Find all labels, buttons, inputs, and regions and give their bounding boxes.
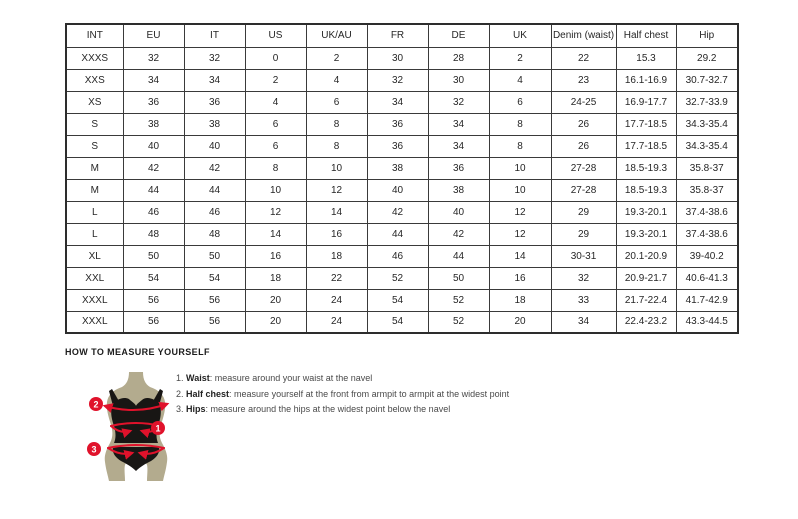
column-header: EU	[123, 24, 184, 47]
size-value-cell: 8	[489, 113, 551, 135]
size-value-cell: 17.7-18.5	[616, 135, 676, 157]
size-value-cell: 42	[184, 157, 245, 179]
size-value-cell: 29.2	[676, 47, 738, 69]
size-value-cell: 16	[245, 245, 306, 267]
header-row	[66, 24, 738, 47]
size-value-cell: 34.3-35.4	[676, 135, 738, 157]
size-label-cell: S	[66, 135, 123, 157]
size-value-cell: 18.5-19.3	[616, 157, 676, 179]
size-value-cell: 44	[123, 179, 184, 201]
size-label-cell: XS	[66, 91, 123, 113]
size-value-cell: 27-28	[551, 157, 616, 179]
size-value-cell: 16	[306, 223, 367, 245]
size-value-cell: 34	[551, 311, 616, 333]
size-value-cell: 27-28	[551, 179, 616, 201]
size-value-cell: 44	[428, 245, 489, 267]
size-value-cell: 29	[551, 223, 616, 245]
size-label-cell: S	[66, 113, 123, 135]
column-header: Hip	[676, 24, 738, 47]
size-value-cell: 34	[367, 91, 428, 113]
size-value-cell: 32	[428, 91, 489, 113]
size-value-cell: 12	[245, 201, 306, 223]
size-value-cell: 8	[306, 135, 367, 157]
step-label: Hips	[186, 404, 206, 414]
size-value-cell: 0	[245, 47, 306, 69]
size-value-cell: 30-31	[551, 245, 616, 267]
size-value-cell: 48	[123, 223, 184, 245]
size-value-cell: 40.6-41.3	[676, 267, 738, 289]
table-row	[66, 179, 738, 201]
size-value-cell: 37.4-38.6	[676, 201, 738, 223]
size-value-cell: 6	[489, 91, 551, 113]
size-value-cell: 23	[551, 69, 616, 91]
size-value-cell: 22	[306, 267, 367, 289]
size-value-cell: 36	[123, 91, 184, 113]
size-value-cell: 18	[489, 289, 551, 311]
size-value-cell: 39-40.2	[676, 245, 738, 267]
size-value-cell: 32	[123, 47, 184, 69]
size-value-cell: 46	[123, 201, 184, 223]
size-value-cell: 38	[123, 113, 184, 135]
size-table-header	[66, 24, 738, 47]
size-value-cell: 26	[551, 113, 616, 135]
size-value-cell: 42	[367, 201, 428, 223]
size-value-cell: 10	[306, 157, 367, 179]
size-label-cell: L	[66, 223, 123, 245]
step-text: : measure yourself at the front from armpit to armpit at the widest point	[229, 388, 510, 399]
size-value-cell: 18.5-19.3	[616, 179, 676, 201]
size-value-cell: 54	[367, 289, 428, 311]
table-row	[66, 289, 738, 311]
size-value-cell: 44	[367, 223, 428, 245]
size-value-cell: 34	[184, 69, 245, 91]
step-text: : measure around the hips at the widest point below the navel	[205, 404, 451, 414]
size-label-cell: XXL	[66, 267, 123, 289]
size-value-cell: 43.3-44.5	[676, 311, 738, 333]
size-value-cell: 33	[551, 289, 616, 311]
size-value-cell: 40	[123, 135, 184, 157]
size-value-cell: 24-25	[551, 91, 616, 113]
size-value-cell: 8	[489, 135, 551, 157]
size-value-cell: 6	[245, 135, 306, 157]
size-value-cell: 10	[489, 179, 551, 201]
size-value-cell: 37.4-38.6	[676, 223, 738, 245]
size-value-cell: 56	[184, 311, 245, 333]
size-table-body	[66, 47, 738, 333]
measurement-figure	[84, 372, 188, 484]
step-number: 2.	[176, 388, 184, 399]
size-value-cell: 12	[489, 201, 551, 223]
size-value-cell: 8	[306, 113, 367, 135]
size-value-cell: 20.1-20.9	[616, 245, 676, 267]
measure-step-hips	[176, 402, 509, 418]
size-value-cell: 34	[428, 113, 489, 135]
column-header: INT	[66, 24, 123, 47]
size-value-cell: 2	[489, 47, 551, 69]
size-value-cell: 10	[245, 179, 306, 201]
column-header: UK/AU	[306, 24, 367, 47]
size-value-cell: 52	[428, 289, 489, 311]
size-value-cell: 35.8-37	[676, 179, 738, 201]
mannequin-illustration-icon	[84, 372, 188, 484]
size-value-cell: 40	[367, 179, 428, 201]
size-value-cell: 48	[184, 223, 245, 245]
table-row	[66, 311, 738, 333]
size-value-cell: 36	[367, 113, 428, 135]
step-label: Waist	[186, 373, 210, 383]
size-value-cell: 24	[306, 311, 367, 333]
size-value-cell: 32.7-33.9	[676, 91, 738, 113]
column-header: DE	[428, 24, 489, 47]
size-value-cell: 40	[428, 201, 489, 223]
size-label-cell: XXS	[66, 69, 123, 91]
size-value-cell: 4	[306, 69, 367, 91]
size-value-cell: 20.9-21.7	[616, 267, 676, 289]
size-value-cell: 6	[245, 113, 306, 135]
size-value-cell: 38	[428, 179, 489, 201]
size-value-cell: 16.9-17.7	[616, 91, 676, 113]
badge-waist-number: 1	[155, 423, 161, 434]
size-value-cell: 32	[184, 47, 245, 69]
table-row	[66, 135, 738, 157]
measure-instructions	[176, 371, 509, 418]
step-label: Half chest	[186, 388, 230, 399]
size-label-cell: XXXS	[66, 47, 123, 69]
size-value-cell: 20	[245, 311, 306, 333]
measure-step-half-chest	[176, 387, 509, 403]
size-value-cell: 32	[367, 69, 428, 91]
size-label-cell: XL	[66, 245, 123, 267]
size-value-cell: 42	[428, 223, 489, 245]
size-value-cell: 18	[306, 245, 367, 267]
size-value-cell: 34	[428, 135, 489, 157]
size-value-cell: 8	[245, 157, 306, 179]
column-header: Denim (waist)	[551, 24, 616, 47]
size-value-cell: 4	[489, 69, 551, 91]
table-row	[66, 223, 738, 245]
table-row	[66, 267, 738, 289]
size-value-cell: 56	[184, 289, 245, 311]
size-value-cell: 22	[551, 47, 616, 69]
size-value-cell: 30	[428, 69, 489, 91]
size-value-cell: 46	[184, 201, 245, 223]
size-value-cell: 36	[184, 91, 245, 113]
badge-chest-number: 2	[93, 399, 99, 410]
size-value-cell: 50	[184, 245, 245, 267]
column-header: US	[245, 24, 306, 47]
size-value-cell: 4	[245, 91, 306, 113]
size-value-cell: 30	[367, 47, 428, 69]
size-value-cell: 40	[184, 135, 245, 157]
size-value-cell: 19.3-20.1	[616, 223, 676, 245]
size-value-cell: 19.3-20.1	[616, 201, 676, 223]
column-header: UK	[489, 24, 551, 47]
size-value-cell: 21.7-22.4	[616, 289, 676, 311]
size-value-cell: 38	[184, 113, 245, 135]
size-value-cell: 14	[489, 245, 551, 267]
size-label-cell: XXXL	[66, 289, 123, 311]
size-value-cell: 52	[367, 267, 428, 289]
badge-hips-number: 3	[91, 444, 97, 455]
size-value-cell: 20	[489, 311, 551, 333]
size-value-cell: 10	[489, 157, 551, 179]
table-row	[66, 47, 738, 69]
size-value-cell: 12	[306, 179, 367, 201]
size-value-cell: 2	[245, 69, 306, 91]
table-row	[66, 201, 738, 223]
size-value-cell: 34	[123, 69, 184, 91]
size-value-cell: 17.7-18.5	[616, 113, 676, 135]
size-value-cell: 2	[306, 47, 367, 69]
size-label-cell: M	[66, 179, 123, 201]
size-value-cell: 34.3-35.4	[676, 113, 738, 135]
measure-step-waist	[176, 371, 509, 387]
size-label-cell: L	[66, 201, 123, 223]
size-value-cell: 50	[428, 267, 489, 289]
size-value-cell: 24	[306, 289, 367, 311]
step-number: 3.	[176, 404, 184, 414]
size-value-cell: 15.3	[616, 47, 676, 69]
size-value-cell: 36	[367, 135, 428, 157]
column-header: FR	[367, 24, 428, 47]
size-value-cell: 16	[489, 267, 551, 289]
size-value-cell: 22.4-23.2	[616, 311, 676, 333]
size-value-cell: 56	[123, 311, 184, 333]
column-header: Half chest	[616, 24, 676, 47]
size-conversion-table	[65, 23, 739, 334]
size-value-cell: 26	[551, 135, 616, 157]
size-value-cell: 54	[367, 311, 428, 333]
size-label-cell: M	[66, 157, 123, 179]
size-value-cell: 16.1-16.9	[616, 69, 676, 91]
step-number: 1.	[176, 373, 184, 383]
size-value-cell: 54	[123, 267, 184, 289]
size-value-cell: 35.8-37	[676, 157, 738, 179]
size-value-cell: 38	[367, 157, 428, 179]
size-value-cell: 28	[428, 47, 489, 69]
size-label-cell: XXXL	[66, 311, 123, 333]
size-value-cell: 30.7-32.7	[676, 69, 738, 91]
size-value-cell: 12	[489, 223, 551, 245]
size-value-cell: 46	[367, 245, 428, 267]
size-value-cell: 18	[245, 267, 306, 289]
table-row	[66, 157, 738, 179]
size-value-cell: 44	[184, 179, 245, 201]
size-value-cell: 50	[123, 245, 184, 267]
size-value-cell: 56	[123, 289, 184, 311]
measure-section-title: HOW TO MEASURE YOURSELF	[65, 347, 210, 357]
size-value-cell: 42	[123, 157, 184, 179]
table-row	[66, 113, 738, 135]
size-value-cell: 54	[184, 267, 245, 289]
size-value-cell: 52	[428, 311, 489, 333]
size-value-cell: 14	[245, 223, 306, 245]
column-header: IT	[184, 24, 245, 47]
size-value-cell: 36	[428, 157, 489, 179]
size-value-cell: 29	[551, 201, 616, 223]
size-value-cell: 32	[551, 267, 616, 289]
size-value-cell: 20	[245, 289, 306, 311]
table-row	[66, 91, 738, 113]
size-value-cell: 14	[306, 201, 367, 223]
size-value-cell: 41.7-42.9	[676, 289, 738, 311]
step-text: : measure around your waist at the navel	[209, 373, 373, 383]
table-row	[66, 245, 738, 267]
table-row	[66, 69, 738, 91]
size-value-cell: 6	[306, 91, 367, 113]
